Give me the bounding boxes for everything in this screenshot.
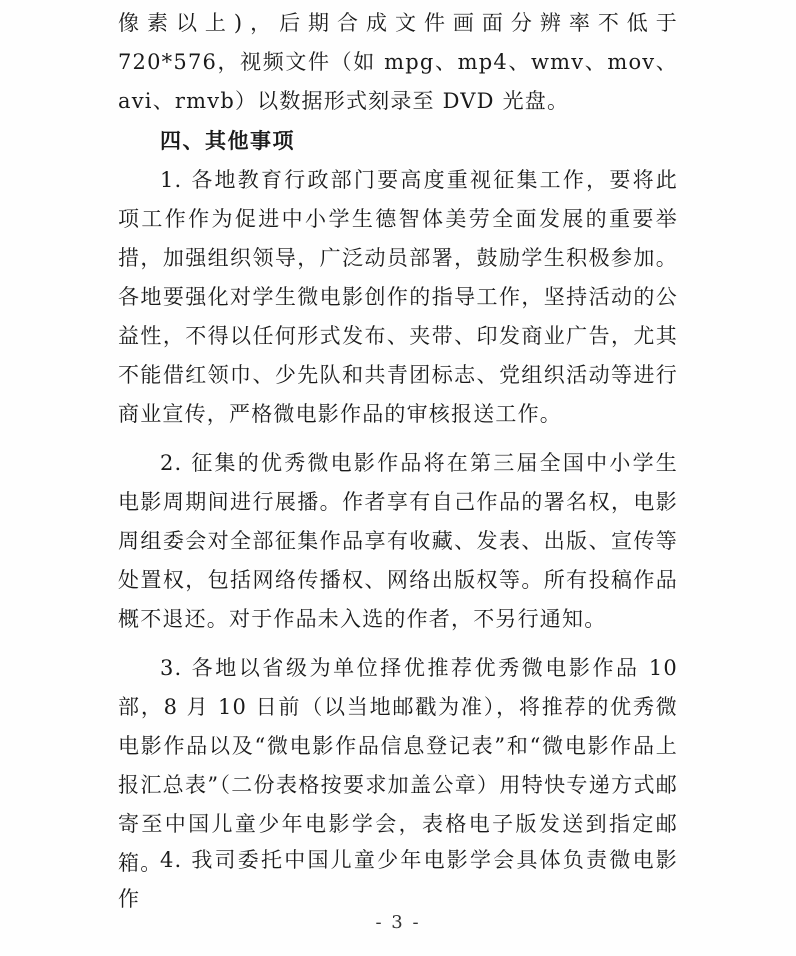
paragraph-2: 2. 征集的优秀微电影作品将在第三届全国中小学生电影周期间进行展播。作者享有自己作品的署名权，电影周组委会对全部征集作品享有收藏、发表、出版、宣传等处置权，包括网络传播权、网络出版权等。所有投稿作品概不退还。对于作品未入选的作者，不另行通知。 <box>118 451 678 631</box>
paragraph-1: 1. 各地教育行政部门要高度重视征集工作，要将此项工作作为促进中小学生德智体美劳全面发展的重要举措，加强组织领导，广泛动员部署，鼓励学生积极参加。各地要强化对学生微电影创作的指导工作，坚持活动的公益性，不得以任何形式发布、夹带、印发商业广告，尤其不能借红领巾、少先队和共青团标志、党组织活动等进行商业宣传，严格微电影作品的审核报送工作。 <box>118 168 678 426</box>
paragraph-4: 4. 我司委托中国儿童少年电影学会具体负责微电影作 <box>118 848 678 911</box>
section-heading: 四、其他事项 <box>160 129 295 153</box>
intro-text: 像素以上)，后期合成文件画面分辨率不低于 720*576，视频文件（如 mpg、mp4、wmv、mov、avi、rmvb）以数据形式刻录至 DVD 光盘。 <box>118 11 678 113</box>
page-number: - 3 - <box>375 912 421 933</box>
paragraph-3: 3. 各地以省级为单位择优推荐优秀微电影作品 10 部，8 月 10 日前（以当地邮戳为准），将推荐的优秀微电影作品以及“微电影作品信息登记表”和“微电影作品上报汇总表”（二份表格按要求加盖公章）用特快专递方式邮寄至中国儿童少年电影学会，表格电子版发送到指定邮箱。 <box>118 656 678 875</box>
